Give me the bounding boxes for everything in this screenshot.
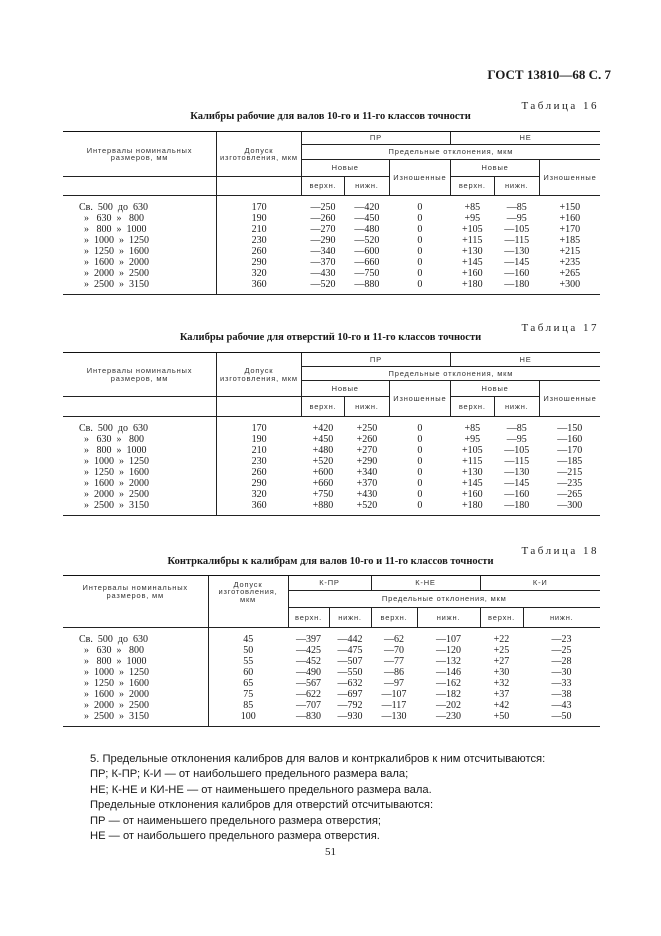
deviation-cell: +95 [464, 212, 481, 224]
table18-caption: Таблица 18 [521, 545, 599, 557]
note-line: ПР — от наименьшего предельного размера отверстия; [90, 814, 382, 827]
deviation-cell: —86 [384, 666, 404, 678]
deviation-cell: 0 [417, 489, 423, 501]
tolerance-cell: 230 [217, 235, 302, 246]
deviation-cell: —130 [371, 712, 417, 727]
deviation-cell: +160 [559, 212, 581, 224]
deviation-cell: —707 [296, 700, 321, 712]
header-group-pr: ПР [301, 132, 450, 145]
header-group-k-pr: К-ПР [288, 576, 371, 591]
header-group-ne: НЕ [451, 132, 600, 145]
note-line: ПР; К-ПР; К-И — от наибольшего предельного размера вала; [90, 768, 409, 781]
deviation-cell: —300 [540, 501, 600, 516]
table-row [63, 478, 600, 489]
header-upper: верхн. [371, 608, 417, 628]
interval-cell: » 630 » 800 [79, 212, 144, 224]
deviation-cell: +25 [493, 644, 510, 656]
deviation-cell: —490 [296, 666, 321, 678]
header-deviations: Предельные отклонения, мкм [288, 591, 600, 608]
deviation-cell: —132 [436, 655, 461, 667]
deviation-cell: —85 [506, 201, 527, 213]
deviation-cell: +160 [461, 268, 483, 280]
deviation-cell: —146 [436, 666, 461, 678]
tolerance-cell: 85 [208, 701, 288, 712]
interval-cell: » 2000 » 2500 [79, 268, 149, 280]
deviation-cell: +215 [559, 245, 581, 257]
interval-cell: » 2000 » 2500 [79, 489, 149, 501]
header-group-pr: ПР [301, 353, 450, 367]
interval-cell: » 1600 » 2000 [79, 257, 149, 269]
deviation-cell: +880 [301, 501, 344, 516]
deviation-cell: +37 [493, 689, 510, 701]
deviation-cell: +180 [451, 501, 494, 516]
interval-cell: » 2500 » 3150 [63, 501, 217, 516]
deviation-cell: —265 [557, 489, 583, 501]
deviation-cell: 0 [417, 478, 423, 490]
header-upper: верхн. [301, 177, 344, 196]
deviation-cell: +170 [559, 223, 581, 235]
tolerance-cell: 320 [217, 490, 302, 501]
table-row [63, 656, 600, 667]
table17-caption: Таблица 17 [521, 322, 599, 334]
deviation-cell: +600 [312, 466, 334, 478]
interval-cell: » 1000 » 1250 [79, 455, 149, 467]
header-lower: нижн. [494, 397, 540, 417]
deviation-cell: —270 [310, 223, 336, 235]
deviation-cell: +520 [345, 501, 389, 516]
deviation-cell: 0 [417, 466, 423, 478]
table-row [63, 213, 600, 224]
deviation-cell: —95 [506, 212, 527, 224]
table-row [63, 501, 600, 516]
tolerance-cell: 190 [217, 213, 302, 224]
deviation-cell: +22 [493, 633, 510, 645]
deviation-cell: —430 [310, 268, 336, 280]
tolerance-cell: 230 [217, 456, 302, 467]
deviation-cell: +130 [461, 466, 483, 478]
deviation-cell: —170 [557, 444, 583, 456]
table-row [63, 712, 600, 727]
deviation-cell: —77 [384, 655, 404, 667]
deviation-cell: 0 [417, 234, 423, 246]
interval-cell: » 2500 » 3150 [63, 712, 208, 727]
deviation-cell: +290 [356, 455, 378, 467]
note-line: НЕ — от наибольшего предельного размера отверстия. [90, 830, 380, 843]
deviation-cell: —697 [337, 689, 363, 701]
tolerance-cell: 210 [217, 224, 302, 235]
deviation-cell: —750 [354, 268, 380, 280]
table-row [63, 667, 600, 678]
header-lower: нижн. [345, 177, 389, 196]
deviation-cell: —180 [494, 280, 540, 295]
deviation-cell: +105 [461, 223, 483, 235]
deviation-cell: —340 [310, 245, 336, 257]
table-row [63, 196, 600, 214]
deviation-cell: —107 [436, 633, 461, 645]
deviation-cell: 0 [417, 245, 423, 257]
deviation-cell: +660 [312, 478, 334, 490]
deviation-cell: —420 [354, 201, 380, 213]
deviation-cell: —160 [504, 489, 530, 501]
notes-block [90, 752, 545, 844]
tolerance-cell: 170 [217, 417, 302, 435]
deviation-cell: +480 [312, 444, 334, 456]
deviation-cell: +145 [461, 478, 483, 490]
deviation-cell: —85 [506, 422, 527, 434]
note-line: Предельные отклонения калибров для отверстий отсчитываются: [90, 799, 434, 812]
deviation-cell: —95 [506, 433, 527, 445]
deviation-cell: —43 [551, 700, 572, 712]
header-group-k-i: К-И [480, 576, 600, 591]
deviation-cell: 0 [417, 455, 423, 467]
deviation-cell: +50 [480, 712, 523, 727]
deviation-cell: —230 [417, 712, 480, 727]
deviation-cell: —105 [504, 223, 530, 235]
tolerance-cell: 260 [217, 246, 302, 257]
deviation-cell: 0 [417, 422, 423, 434]
tolerance-cell: 360 [217, 501, 302, 516]
deviation-cell: —28 [551, 655, 572, 667]
interval-cell: » 1250 » 1600 [79, 466, 149, 478]
interval-cell: » 2000 » 2500 [79, 700, 149, 712]
deviation-cell: +450 [312, 433, 334, 445]
interval-cell: » 2500 » 3150 [63, 280, 217, 295]
header-tolerance: Допуск изготовления, мкм [217, 353, 302, 397]
table-row [63, 269, 600, 280]
deviation-cell: —185 [557, 455, 583, 467]
table16-caption: Таблица 16 [521, 100, 599, 112]
deviation-cell: —180 [494, 501, 540, 516]
deviation-cell: —250 [310, 201, 336, 213]
table-row [63, 701, 600, 712]
deviation-cell: —70 [384, 644, 404, 656]
deviation-cell: —33 [551, 677, 572, 689]
interval-cell: » 1000 » 1250 [79, 234, 149, 246]
deviation-cell: +235 [559, 257, 581, 269]
deviation-cell: 0 [417, 212, 423, 224]
deviation-cell: —130 [504, 245, 530, 257]
deviation-cell: —115 [504, 234, 530, 246]
deviation-cell: —215 [557, 466, 583, 478]
deviation-cell: +300 [540, 280, 600, 295]
table17 [63, 352, 600, 516]
deviation-cell: +520 [312, 455, 334, 467]
deviation-cell: —442 [337, 633, 363, 645]
interval-cell: » 1250 » 1600 [79, 677, 149, 689]
table18-title: Контркалибры к калибрам для валов 10-го и 11-го классов точности [167, 556, 494, 567]
tolerance-cell: 170 [217, 196, 302, 214]
header-lower: нижн. [329, 608, 371, 628]
table-row [63, 280, 600, 295]
deviation-cell: —235 [557, 478, 583, 490]
header-interval: Интервалы номинальных размеров, мм [63, 353, 217, 397]
deviation-cell: +260 [356, 433, 378, 445]
header-lower: нижн. [523, 608, 600, 628]
header-upper: верхн. [288, 608, 329, 628]
table-row [63, 678, 600, 689]
deviation-cell: —397 [296, 633, 321, 645]
deviation-cell: 0 [417, 444, 423, 456]
deviation-cell: +340 [356, 466, 378, 478]
header-lower: нижн. [345, 397, 389, 417]
table-row [63, 246, 600, 257]
deviation-cell: +265 [559, 268, 581, 280]
deviation-cell: —23 [551, 633, 572, 645]
table-row [63, 235, 600, 246]
deviation-cell: +750 [312, 489, 334, 501]
deviation-cell: +160 [461, 489, 483, 501]
table-row [63, 628, 600, 646]
header-tolerance: Допуск изготовления, мкм [217, 132, 302, 177]
interval-cell: Св. 500 до 630 [79, 201, 148, 213]
deviation-cell: —550 [337, 666, 363, 678]
header-interval: Интервалы номинальных размеров, мм [63, 576, 208, 608]
header-worn: Изношенные [540, 381, 600, 417]
tolerance-cell: 320 [217, 269, 302, 280]
header-new: Новые [301, 160, 389, 177]
tolerance-cell: 360 [217, 280, 302, 295]
deviation-cell: —160 [504, 268, 530, 280]
deviation-cell: —25 [551, 644, 572, 656]
interval-cell: » 630 » 800 [79, 644, 144, 656]
deviation-cell: —160 [557, 433, 583, 445]
deviation-cell: —480 [354, 223, 380, 235]
deviation-cell: —115 [504, 455, 530, 467]
table16 [63, 131, 600, 295]
tolerance-cell: 290 [217, 257, 302, 268]
header-worn: Изношенные [389, 160, 450, 196]
deviation-cell: —117 [381, 700, 407, 712]
header-interval: Интервалы номинальных размеров, мм [63, 132, 217, 177]
deviation-cell: +270 [356, 444, 378, 456]
deviation-cell: —600 [354, 245, 380, 257]
note-line: 5. Предельные отклонения калибров для валов и контркалибров к ним отсчитываются: [90, 753, 546, 765]
deviation-cell: +115 [462, 455, 483, 467]
header-lower: нижн. [494, 177, 540, 196]
table-row [63, 645, 600, 656]
table-row [63, 490, 600, 501]
deviation-cell: —290 [310, 234, 336, 246]
interval-cell: » 1600 » 2000 [79, 689, 149, 701]
deviation-cell: —162 [436, 677, 461, 689]
header-upper: верхн. [451, 397, 494, 417]
table18 [63, 575, 600, 727]
deviation-cell: +32 [493, 677, 510, 689]
deviation-cell: 0 [417, 201, 423, 213]
deviation-cell: —792 [337, 700, 363, 712]
interval-cell: » 800 » 1000 [79, 444, 147, 456]
deviation-cell: +105 [461, 444, 483, 456]
tolerance-cell: 65 [208, 678, 288, 689]
interval-cell: Св. 500 до 630 [79, 422, 148, 434]
deviation-cell: —425 [296, 644, 321, 656]
tolerance-cell: 45 [208, 628, 288, 646]
deviation-cell: +27 [493, 655, 510, 667]
table-row [63, 434, 600, 445]
tolerance-cell: 190 [217, 434, 302, 445]
tolerance-cell: 75 [208, 689, 288, 700]
header-new: Новые [301, 381, 389, 397]
deviation-cell: —660 [354, 257, 380, 269]
deviation-cell: +145 [461, 257, 483, 269]
deviation-cell: +115 [462, 234, 483, 246]
deviation-cell: —202 [436, 700, 461, 712]
table-row [63, 224, 600, 235]
table-row [63, 467, 600, 478]
deviation-cell: —120 [436, 644, 461, 656]
deviation-cell: 0 [389, 501, 450, 516]
deviation-cell: +85 [464, 422, 481, 434]
deviation-cell: —130 [504, 466, 530, 478]
deviation-cell: —632 [337, 677, 363, 689]
deviation-cell: +185 [559, 234, 581, 246]
deviation-cell: —145 [504, 257, 530, 269]
deviation-cell: 0 [417, 223, 423, 235]
tolerance-cell: 55 [208, 656, 288, 667]
table16-title: Калибры рабочие для валов 10-го и 11-го классов точности [190, 111, 471, 122]
note-line: НЕ; К-НЕ и КИ-НЕ — от наименьшего предельного размера вала. [90, 783, 432, 796]
deviation-cell: —520 [354, 234, 380, 246]
deviation-cell: —38 [551, 689, 572, 701]
deviation-cell: —97 [384, 677, 404, 689]
deviation-cell: —107 [381, 689, 407, 701]
deviation-cell: +430 [356, 489, 378, 501]
header-lower: нижн. [417, 608, 480, 628]
deviation-cell: +85 [464, 201, 481, 213]
tolerance-cell: 60 [208, 667, 288, 678]
header-upper: верхн. [301, 397, 344, 417]
deviation-cell: —880 [345, 280, 389, 295]
deviation-cell: —150 [557, 422, 583, 434]
header-new: Новые [451, 381, 540, 397]
deviation-cell: +150 [559, 201, 581, 213]
table-row [63, 257, 600, 268]
deviation-cell: —370 [310, 257, 336, 269]
table17-title: Калибры рабочие для отверстий 10-го и 11-го классов точности [179, 332, 482, 343]
deviation-cell: —182 [436, 689, 461, 701]
deviation-cell: +180 [451, 280, 494, 295]
deviation-cell: +420 [312, 422, 334, 434]
deviation-cell: —450 [354, 212, 380, 224]
deviation-cell: —622 [296, 689, 321, 701]
tolerance-cell: 100 [208, 712, 288, 727]
deviation-cell: —930 [329, 712, 371, 727]
interval-cell: » 1250 » 1600 [79, 245, 149, 257]
table-row [63, 456, 600, 467]
header-deviations: Предельные отклонения, мкм [301, 145, 600, 160]
table-row [63, 445, 600, 456]
tolerance-cell: 50 [208, 645, 288, 656]
deviation-cell: 0 [389, 280, 450, 295]
header-group-ne: НЕ [451, 353, 600, 367]
deviation-cell: +42 [493, 700, 510, 712]
deviation-cell: —567 [296, 677, 321, 689]
tolerance-cell: 260 [217, 467, 302, 478]
deviation-cell: 0 [417, 257, 423, 269]
tolerance-cell: 290 [217, 478, 302, 489]
header-worn: Изношенные [540, 160, 600, 196]
deviation-cell: +30 [493, 666, 510, 678]
header-deviations: Предельные отклонения, мкм [301, 367, 600, 381]
interval-cell: » 1000 » 1250 [79, 666, 149, 678]
deviation-cell: —50 [523, 712, 600, 727]
deviation-cell: +95 [464, 433, 481, 445]
deviation-cell: —260 [310, 212, 336, 224]
deviation-cell: —30 [551, 666, 572, 678]
deviation-cell: —507 [337, 655, 363, 667]
interval-cell: » 800 » 1000 [79, 655, 147, 667]
deviation-cell: —452 [296, 655, 321, 667]
page-header: ГОСТ 13810—68 С. 7 [487, 67, 611, 82]
deviation-cell: —475 [337, 644, 363, 656]
tolerance-cell: 210 [217, 445, 302, 456]
interval-cell: » 1600 » 2000 [79, 478, 149, 490]
table-row [63, 689, 600, 700]
deviation-cell: +130 [461, 245, 483, 257]
header-group-k-ne: К-НЕ [371, 576, 480, 591]
header-upper: верхн. [451, 177, 494, 196]
header-new: Новые [451, 160, 540, 177]
deviation-cell: 0 [417, 268, 423, 280]
deviation-cell: +250 [356, 422, 378, 434]
deviation-cell: —520 [301, 280, 344, 295]
deviation-cell: —145 [504, 478, 530, 490]
deviation-cell: —62 [384, 633, 404, 645]
interval-cell: Св. 500 до 630 [79, 633, 148, 645]
header-worn: Изношенные [389, 381, 450, 417]
interval-cell: » 800 » 1000 [79, 223, 147, 235]
page-number: 51 [325, 846, 336, 858]
deviation-cell: 0 [417, 433, 423, 445]
interval-cell: » 630 » 800 [79, 433, 144, 445]
deviation-cell: —830 [288, 712, 329, 727]
deviation-cell: +370 [356, 478, 378, 490]
table-row [63, 417, 600, 435]
header-tolerance: Допуск изготовления, мкм [208, 576, 288, 608]
header-upper: верхн. [480, 608, 523, 628]
deviation-cell: —105 [504, 444, 530, 456]
